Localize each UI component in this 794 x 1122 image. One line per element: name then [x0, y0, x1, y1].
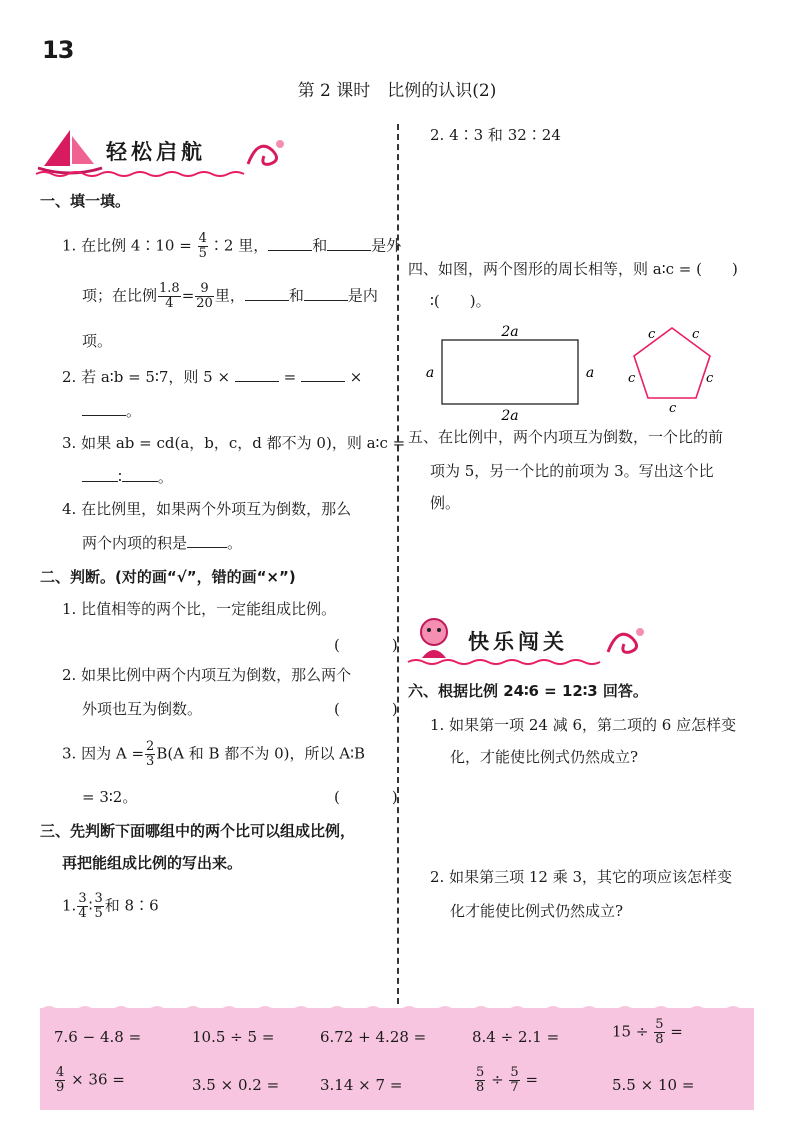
fraction: $\frac{9}{20}$: [196, 281, 213, 311]
s2-q3-line1: 3. 因为 A = $\frac{2}{3}$ B(A 和 B 都不为 0)，所以 A∶B: [62, 739, 366, 769]
s6-q1-line2: 化，才能使比例式仍然成立?: [450, 748, 639, 766]
sailboat-icon: [36, 126, 106, 174]
answer-blank[interactable]: [122, 467, 158, 482]
fraction: $\frac{4}{5}$: [198, 231, 207, 261]
section4-line2: ∶( )。: [430, 292, 491, 310]
perimeter-figures: [420, 320, 760, 424]
rectangle-shape: [442, 340, 578, 404]
swirl-ornament-icon: [604, 622, 652, 662]
s2-q2-line1: 2. 如果比例中两个内项互为倒数，那么两个: [62, 666, 352, 684]
swirl-ornament-icon: [244, 134, 292, 174]
calc-item: 6.72 + 4.28 =: [320, 1028, 427, 1046]
s1-q1-line1: 1. 在比例 4∶10 = $\frac{4}{5}$ ∶2 里， 和 是外: [62, 231, 402, 261]
lesson-title: 第 2 课时 比例的认识(2): [297, 81, 497, 101]
s1-q3-line2: ∶ 。: [82, 466, 173, 488]
answer-blank[interactable]: [304, 286, 348, 301]
s1-q1-line2: 项；在比例 $\frac{1.8}{4}$ = $\frac{9}{20}$ 里， 和 是内: [82, 281, 378, 311]
section3-heading-line2: 再把能组成比例的写出来。: [62, 854, 243, 872]
s3-q2: 2. 4∶3 和 32∶24: [430, 126, 561, 144]
s2-q1: 1. 比值相等的两个比，一定能组成比例。: [62, 600, 337, 618]
page-number: 13: [42, 36, 74, 64]
calc-item: 5.5 × 10 =: [612, 1076, 695, 1094]
answer-blank[interactable]: [301, 367, 345, 382]
calc-item: 3.14 × 7 =: [320, 1076, 403, 1094]
s1-q3-line1: 3. 如果 ab = cd(a，b，c，d 都不为 0)，则 a∶c =: [62, 434, 406, 452]
s1-q2-line2: 。: [82, 400, 141, 422]
pentagon-side-label: c: [669, 401, 677, 416]
answer-blank[interactable]: [235, 367, 279, 382]
rect-left-label: a: [425, 365, 435, 381]
answer-blank[interactable]: [327, 236, 371, 251]
calc-item: $\frac{4}{9}$ × 36 =: [56, 1065, 125, 1095]
section2-heading: 二、判断。(对的画“√”，错的画“×”): [40, 568, 296, 586]
answer-blank[interactable]: [268, 236, 312, 251]
calc-item: 15 ÷ $\frac{5}{8}$ =: [612, 1017, 683, 1047]
calc-item: 8.4 ÷ 2.1 =: [472, 1028, 560, 1046]
pentagon-side-label: c: [648, 327, 656, 342]
calc-item: 7.6 − 4.8 =: [54, 1028, 142, 1046]
scalloped-edge: [40, 1002, 754, 1012]
pentagon-side-label: c: [706, 371, 714, 386]
mental-math-panel: [40, 1008, 754, 1110]
calc-item: 10.5 ÷ 5 =: [192, 1028, 275, 1046]
s2-q3-line2: = 3∶2。: [82, 788, 138, 806]
s1-q1-line3: 项。: [82, 332, 113, 350]
section1-heading: 一、填一填。: [40, 192, 131, 210]
answer-blank[interactable]: [187, 533, 227, 548]
section5-line1: 五、在比例中，两个内项互为倒数，一个比的前: [408, 428, 724, 446]
banner-qingsong: 轻松启航: [36, 124, 296, 180]
s1-q4-line2: 两个内项的积是 。: [82, 534, 243, 552]
fraction: $\frac{1.8}{4}$: [159, 281, 180, 311]
section6-heading: 六、根据比例 24∶6 = 12∶3 回答。: [408, 682, 648, 700]
calc-item: $\frac{5}{8}$ ÷ $\frac{5}{7}$ =: [476, 1065, 539, 1095]
rect-right-label: a: [585, 365, 595, 381]
answer-paren[interactable]: ( ): [334, 788, 398, 806]
pentagon-side-label: c: [628, 371, 636, 386]
s6-q2-line2: 化才能使比例式仍然成立?: [450, 902, 624, 920]
section4-line1: 四、如图，两个图形的周长相等，则 a∶c = ( ): [408, 260, 738, 278]
s6-q2-line1: 2. 如果第三项 12 乘 3，其它的项应该怎样变: [430, 868, 733, 886]
s2-q2-line2: 外项也互为倒数。: [82, 700, 203, 718]
s6-q1-line1: 1. 如果第一项 24 减 6，第二项的 6 应怎样变: [430, 716, 737, 734]
section3-heading-line1: 三、先判断下面哪组中的两个比可以组成比例，: [40, 822, 356, 840]
fraction: $\frac{3}{5}$: [94, 891, 103, 921]
rect-top-label: 2a: [501, 324, 519, 340]
pentagon-side-label: c: [692, 327, 700, 342]
answer-blank[interactable]: [245, 286, 289, 301]
s3-q1: 1. $\frac{3}{4}$ ∶ $\frac{3}{5}$ 和 8∶6: [62, 891, 159, 921]
answer-blank[interactable]: [82, 467, 118, 482]
answer-blank[interactable]: [82, 401, 126, 416]
mascot-icon: [408, 612, 460, 664]
section5-line2: 项为 5，另一个比的前项为 3。写出这个比: [430, 462, 714, 480]
fraction: $\frac{3}{4}$: [78, 891, 87, 921]
rect-bottom-label: 2a: [501, 408, 519, 424]
calc-item: 3.5 × 0.2 =: [192, 1076, 280, 1094]
fraction: $\frac{2}{3}$: [146, 739, 155, 769]
s1-q4-line1: 4. 在比例里，如果两个外项互为倒数，那么: [62, 500, 352, 518]
answer-paren[interactable]: ( ): [334, 636, 398, 654]
s1-q2-line1: 2. 若 a∶b = 5∶7，则 5 × = ×: [62, 368, 363, 386]
banner-kuaile: 快乐闯关: [408, 612, 658, 668]
answer-paren[interactable]: ( ): [334, 700, 398, 718]
section5-line3: 例。: [430, 494, 461, 512]
